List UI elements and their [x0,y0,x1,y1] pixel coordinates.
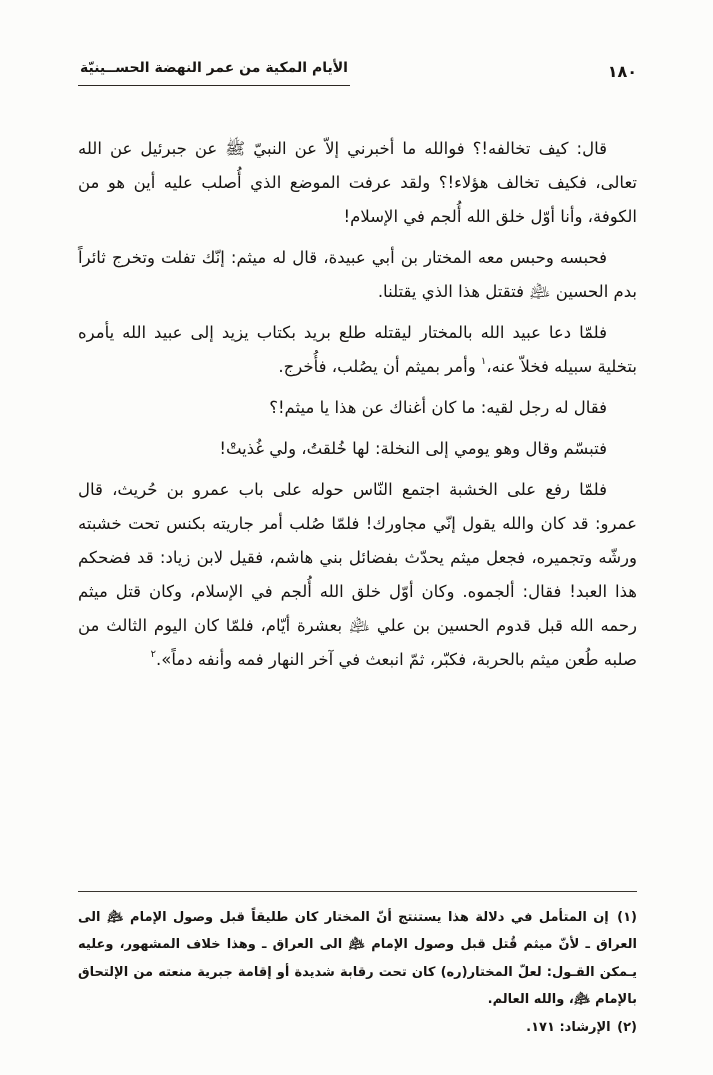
paragraph [78,316,637,384]
paragraph-text: وأمر بميثم أن يصُلب، فأُخرج. [278,357,481,376]
paragraph-text: فلمّا رفع على الخشبة اجتمع النّاس حوله على باب عمرو بن حُريث، قال عمرو: قد كان والله يقول إنّي مجاورك! فلمّا صُلب أمر جاريته بكنس تحت خشبته ورشّه وتجميره، فجعل ميثم يحدّث بفضائل بني هاشم، فقيل لابن زياد: قد فضحكم هذا العبد! فقال: ألجموه. وكان أوّل خلق الله أُلجم في الإسلام، وكان قتل ميثم رحمه الله قبل قدوم الحسين بن علي ﵇ بعشرة أيّام، فلمّا كان اليوم الثالث من صلبه طُعن ميثم بالحربة، فكبّر، ثمّ انبعث في آخر النهار فمه وأنفه دماً». [78,480,637,669]
footnote-divider [78,891,637,892]
paragraph-text: فلمّا دعا عبيد الله بالمختار ليقتله طلع بريد بكتاب يزيد إلى عبيد الله يأمره بتخلية سبيله فخلاّ عنه، [78,323,637,376]
footnote-marker: ١ [480,355,487,367]
page-number: ١٨٠ [607,62,637,81]
page-header [78,60,637,86]
paragraph [78,391,637,425]
paragraph-text: فقال له رجل لقيه: ما كان أغناك عن هذا يا ميثم!؟ [269,398,607,417]
whitespace-spacer [78,684,637,891]
paragraph-text: فتبسّم وقال وهو يومي إلى النخلة: لها خُلقتُ، ولي غُذيتْ! [219,439,607,458]
paragraph [78,241,637,309]
footnote-number: (١) [617,909,637,925]
paragraph [78,132,637,234]
main-text [78,132,637,684]
footnote [78,904,637,1014]
footnote-text: إن المتأمل في دلالة هذا يستنتج أنّ المختار كان طليقاً قبل وصول الإمام ﵇ الى العراق ـ لأنّ ميثم قُتل قبل وصول الإمام ﵇ الى العراق ـ وهذا خلاف المشهور، وعليه يـمكن القـول: لعلّ المختار(ره) كان تحت رقابة شديدة أو إقامة جبرية منعته من الإلتحاق بالإمام ﵇، والله العالم. [78,909,637,1007]
footnotes-section [78,891,637,1042]
paragraph [78,473,637,677]
paragraph-text: فحبسه وحبس معه المختار بن أبي عبيدة، قال له ميثم: إنّك تفلت وتخرج ثائراً بدم الحسين ﵇ فتقتل هذا الذي يقتلنا. [78,248,637,301]
book-title: الأيام المكية من عمر النهضة الحســينيّة [78,60,350,86]
footnote [78,1014,637,1042]
paragraph-text: قال: كيف تخالفه!؟ فوالله ما أخبرني إلاّ عن النبيّ ﷺ عن جبرئيل عن الله تعالى، فكيف تخالف هؤلاء!؟ ولقد عرفت الموضع الذي أُصلب عليه أين هو من الكوفة، وأنا أوّل خلق الله أُلجم في الإسلام! [78,139,637,226]
footnote-number: (٢) [617,1019,637,1035]
paragraph [78,432,637,466]
footnote-text: الإرشاد: ١٧١. [526,1019,611,1035]
footnote-marker: ٢ [150,648,156,660]
